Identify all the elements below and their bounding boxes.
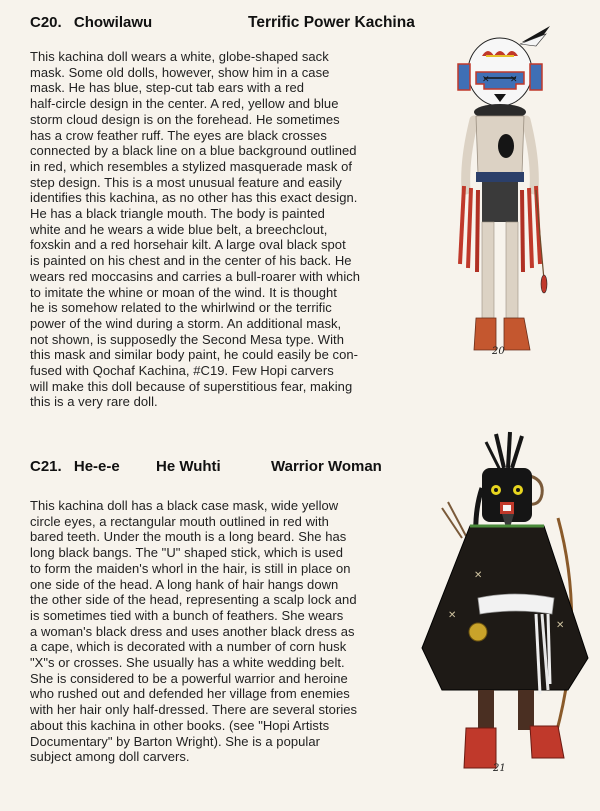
chest-spot	[498, 134, 514, 158]
entry-number: C20.	[30, 14, 62, 31]
description-line: wears red moccasins and carries a bull-roarer with which	[30, 268, 361, 284]
description-line: This kachina doll has a black case mask, wide yellow	[30, 498, 339, 513]
teeth	[503, 505, 511, 511]
description-line: who rushed out and defended her village from enemies	[30, 686, 350, 702]
pupil-right	[516, 488, 520, 492]
feather-shape	[508, 432, 510, 468]
description-line: He has a black triangle mouth. The body is painted	[30, 206, 325, 222]
kilt-strand	[522, 190, 523, 272]
description-line: in red, which resembles a stylized masquerade mask of	[30, 158, 353, 174]
description-line: subject among doll carvers.	[30, 749, 190, 765]
description-line: power of the wind during a storm. An additional mask,	[30, 315, 342, 331]
description-line: about this kachina in other books. (see "Hopi Artists	[30, 717, 330, 733]
leg-right	[518, 690, 534, 730]
description-line: identifies this kachina, as no other has this exact design.	[30, 190, 358, 206]
description-line: a cape, which is decorated with a number of corn husk	[30, 639, 347, 655]
feather-bunch	[486, 432, 522, 470]
entry-c20-heading	[30, 14, 152, 31]
description-line: half-circle design in the center. A red, yellow and blue	[30, 96, 339, 112]
eye-cross-left: ✕	[482, 74, 490, 84]
ear-tab-left	[458, 64, 470, 90]
entry-c20-description	[30, 49, 415, 410]
entry-c21-alt-name: He Wuhti	[156, 458, 221, 475]
bull-roarer	[541, 275, 547, 293]
breechclout	[482, 182, 518, 222]
arm-right	[526, 120, 534, 190]
description-line: to imitate the whine or moan of the wind. It is thought	[30, 284, 337, 300]
corn-husk-x: ✕	[556, 620, 565, 631]
yellow-disc	[469, 623, 487, 641]
entry-number: C21.	[30, 458, 62, 475]
leg-left	[478, 690, 494, 730]
description-line: white and he wears a wide blue belt, a breechclout,	[30, 221, 328, 237]
entry-c20-english-name: Terrific Power Kachina	[248, 14, 415, 31]
entry-c21-description	[30, 498, 415, 765]
figure-number-20: 20	[492, 346, 505, 357]
kachina-c21-illustration	[418, 428, 594, 778]
description-line: "X"s or crosses. She usually has a white wedding belt.	[30, 655, 345, 671]
description-line: is painted on his chest and in the center of his back. He	[30, 253, 352, 269]
moccasin-left	[464, 728, 496, 768]
figure-number-21: 21	[493, 763, 506, 774]
description-line: fused with Qochaf Kachina, #C19. Few Hopi carvers	[30, 363, 334, 379]
arm-left	[466, 120, 474, 190]
corn-husk-x: ✕	[474, 570, 483, 581]
entry-name: He-e-e	[73, 458, 120, 475]
entry-c21-english-name: Warrior Woman	[271, 458, 382, 475]
description-line: long black bangs. The "U" shaped stick, which is used	[30, 545, 343, 561]
description-line: he is somehow related to the whirlwind or the terrific	[30, 300, 332, 316]
kilt-strand	[468, 188, 471, 268]
leg-right	[506, 222, 518, 318]
description-line: with her hair only half-dressed. There are several stories	[30, 702, 358, 718]
wedding-belt	[478, 594, 554, 614]
ear-tab-right	[530, 64, 542, 90]
kachina-c20-illustration	[440, 20, 570, 365]
description-line: circle eyes, a rectangular mouth outlined in red with	[30, 513, 329, 529]
description-line: foxskin and a red horsehair kilt. A large oval black spot	[30, 237, 346, 253]
description-line: She is considered to be a powerful warrior and heroine	[30, 670, 348, 686]
description-line: step design. This is a most unusual feature and easily	[30, 174, 342, 190]
leg-left	[482, 222, 494, 318]
description-line: connected by a black line on a blue background outlined	[30, 143, 357, 159]
description-line: this mask and similar body paint, he could easily be con-	[30, 347, 359, 363]
description-line: storm cloud design is on the forehead. He sometimes	[30, 111, 340, 127]
description-line: has a crow feather ruff. The eyes are black crosses	[30, 127, 327, 143]
description-line: This kachina doll wears a white, globe-shaped sack	[30, 49, 329, 64]
moccasin-right	[504, 318, 530, 350]
feather-shape	[512, 436, 522, 468]
moccasin-right	[530, 726, 564, 758]
kilt-strand	[460, 186, 464, 264]
blue-belt	[476, 172, 524, 182]
eye-cross-right: ✕	[510, 74, 518, 84]
kilt-strand	[529, 188, 532, 268]
description-line: mask. He has blue, step-cut tab ears with a red	[30, 80, 305, 96]
entry-c21-heading	[30, 458, 120, 475]
corn-husk-x: ✕	[448, 610, 457, 621]
description-line: is sometimes tied with a bunch of feathers. She wears	[30, 607, 344, 623]
description-line: will make this doll because of superstitious fear, making	[30, 378, 353, 394]
description-line: a woman's black dress and uses another black dress as	[30, 623, 355, 639]
description-line: not shown, is supposedly the Second Mesa type. With	[30, 331, 344, 347]
fringe-strand	[548, 614, 550, 684]
pupil-left	[494, 488, 498, 492]
entry-name: Chowilawu	[73, 14, 153, 31]
description-line: this is a very rare doll.	[30, 394, 158, 410]
kilt-strand	[477, 190, 478, 272]
description-line: Documentary" by Barton Wright). She is a popular	[30, 733, 321, 749]
description-line: bared teeth. Under the mouth is a long beard. She has	[30, 529, 347, 545]
description-line: to form the maiden's whorl in the hair, is still in place on	[30, 560, 351, 576]
description-line: mask. Some old dolls, however, show him in a case	[30, 64, 330, 80]
description-line: the other side of the head, representing a scalp lock and	[30, 592, 357, 608]
description-line: one side of the head. A long hank of hair hangs down	[30, 576, 339, 592]
